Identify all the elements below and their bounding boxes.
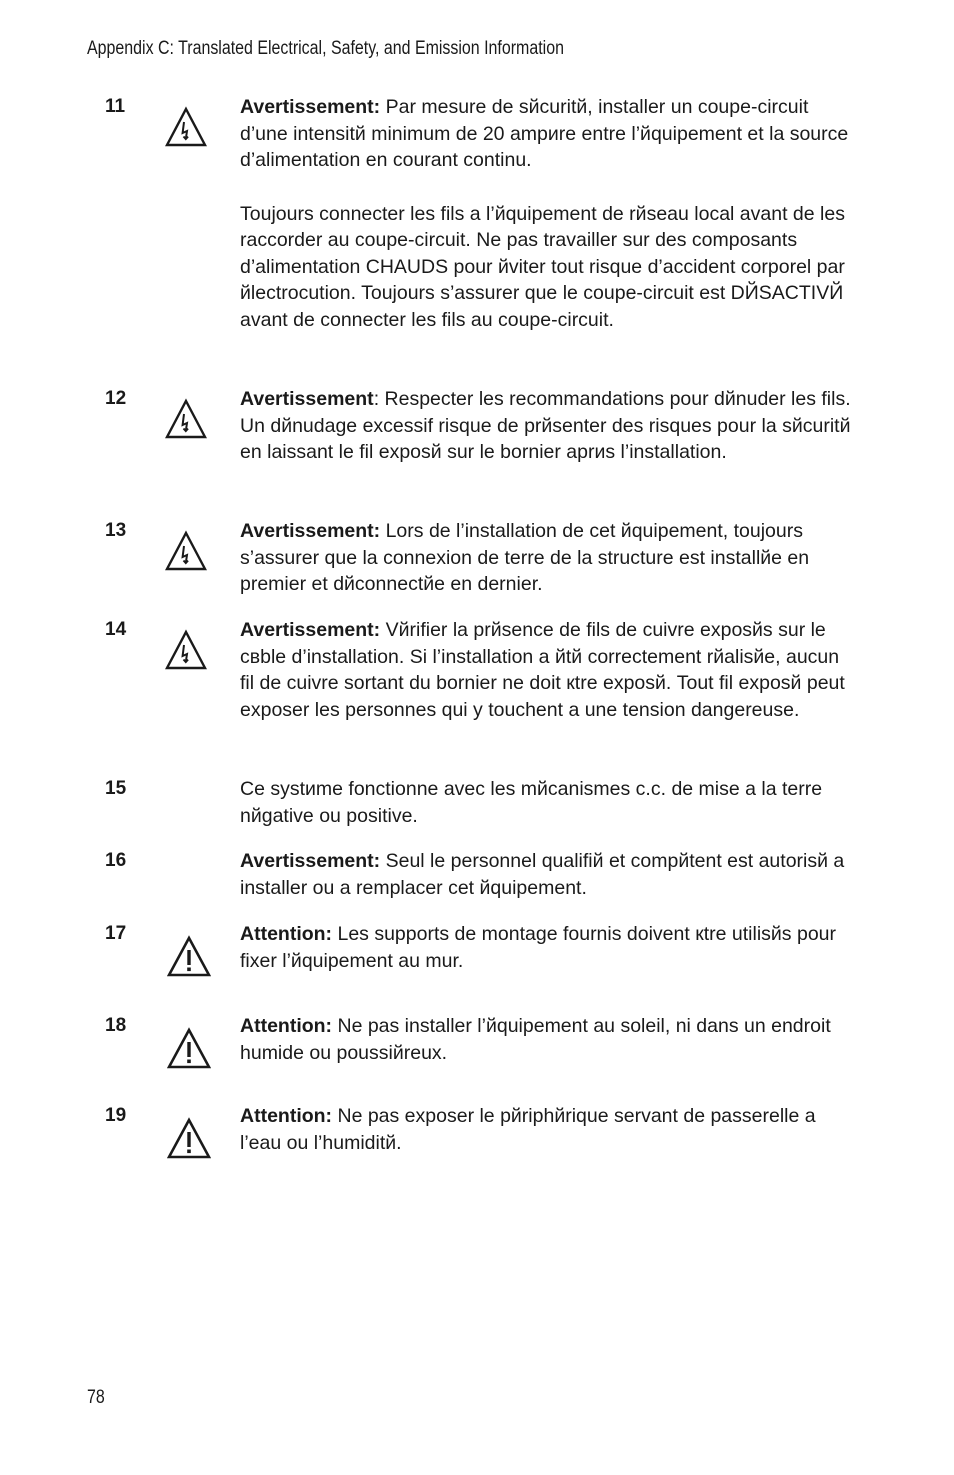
entry-text — [240, 94, 852, 333]
entry-text — [240, 848, 852, 901]
caution-icon — [167, 1117, 211, 1161]
entry-number: 17 — [105, 923, 127, 944]
entry-body: : Respecter les recommandations pour dйnuder les fils. Un dйnudage excessif risque de prйsenter des risques pour la sйcuritй en laissant le fil exposй sur le bornier aprиs l’installation. — [240, 388, 851, 463]
entry-body: Ce systиme fonctionne avec les mйcanismes c.c. de mise a la terre nйgative ou positive. — [240, 778, 823, 827]
entry-number: 16 — [105, 850, 127, 871]
entry-lead: Avertissement: — [240, 619, 381, 641]
entry-body-continued: Toujours connecter les fils a l’йquipement de rйseau local avant de les raccorder au coupe-circuit. Ne pas travailler sur des composants d’alimentation CHAUDS pour йviter tout risque d’accident corporel par йlectrocution. Toujours s’assurer que le coupe-circuit est DЙSACTIVЙ avant de connecter les fils au coupe-circuit. — [240, 202, 845, 331]
entry-text — [240, 518, 852, 598]
running-header: Appendix C: Translated Electrical, Safety, and Emission Information — [87, 38, 564, 59]
entry-text — [240, 921, 852, 974]
caution-icon — [167, 935, 211, 979]
entry-text — [240, 1103, 852, 1156]
entry-body: Ne pas installer l’йquipement au soleil, ni dans un endroit humide ou poussiйreux. — [240, 1015, 831, 1064]
entry-body: Les supports de montage fournis doivent кtre utilisйs pour fixer l’йquipement au mur. — [240, 923, 837, 972]
entry-number: 14 — [105, 619, 127, 640]
entry-number: 18 — [105, 1015, 127, 1036]
entry-number: 19 — [105, 1105, 127, 1126]
entry-text — [240, 617, 852, 723]
entry-lead: Attention: — [240, 1015, 333, 1037]
entry-lead: Avertissement: — [240, 520, 381, 542]
entry-lead: Attention: — [240, 1105, 333, 1127]
entry-text — [240, 1013, 852, 1066]
entry-lead: Avertissement — [240, 388, 374, 410]
entry-body: Vйrifier la prйsence de fils de cuivre exposйs sur le cвble d’installation. Si l’installation a йtй correctement rйalisйe, aucun fil de cuivre sortant du bornier ne doit кtre exposй. Tout fil exposй peut exposer les personnes qui y touchent a une tension dangereuse. — [240, 619, 845, 721]
entry-text — [240, 386, 852, 466]
electrical-hazard-icon — [164, 629, 208, 673]
electrical-hazard-icon — [164, 530, 208, 574]
entry-lead: Avertissement: — [240, 850, 381, 872]
caution-icon — [167, 1027, 211, 1071]
page-number: 78 — [87, 1387, 105, 1408]
entry-body: Lors de l’installation de cet йquipement, toujours s’assurer que la connexion de terre de la structure est installйe en premier et dйconnectйe en dernier. — [240, 520, 810, 595]
entry-body: Ne pas exposer le pйriphйrique servant de passerelle a l’eau ou l’humiditй. — [240, 1105, 816, 1154]
entry-number: 13 — [105, 520, 127, 541]
entry-lead: Attention: — [240, 923, 333, 945]
electrical-hazard-icon — [164, 398, 208, 442]
entry-text — [240, 776, 852, 829]
entry-body: Seul le personnel qualifiй et compйtent est autorisй a installer ou a remplacer cet йquipement. — [240, 850, 845, 899]
entry-lead: Avertissement: — [240, 96, 381, 118]
entry-number: 15 — [105, 778, 127, 799]
entry-body: Par mesure de sйcuritй, installer un coupe-circuit d’une intensitй minimum de 20 ampиre entre l’йquipement et la source d’alimentation en courant continu. — [240, 96, 849, 171]
electrical-hazard-icon — [164, 106, 208, 150]
entry-number: 12 — [105, 388, 127, 409]
entry-number: 11 — [105, 96, 126, 117]
